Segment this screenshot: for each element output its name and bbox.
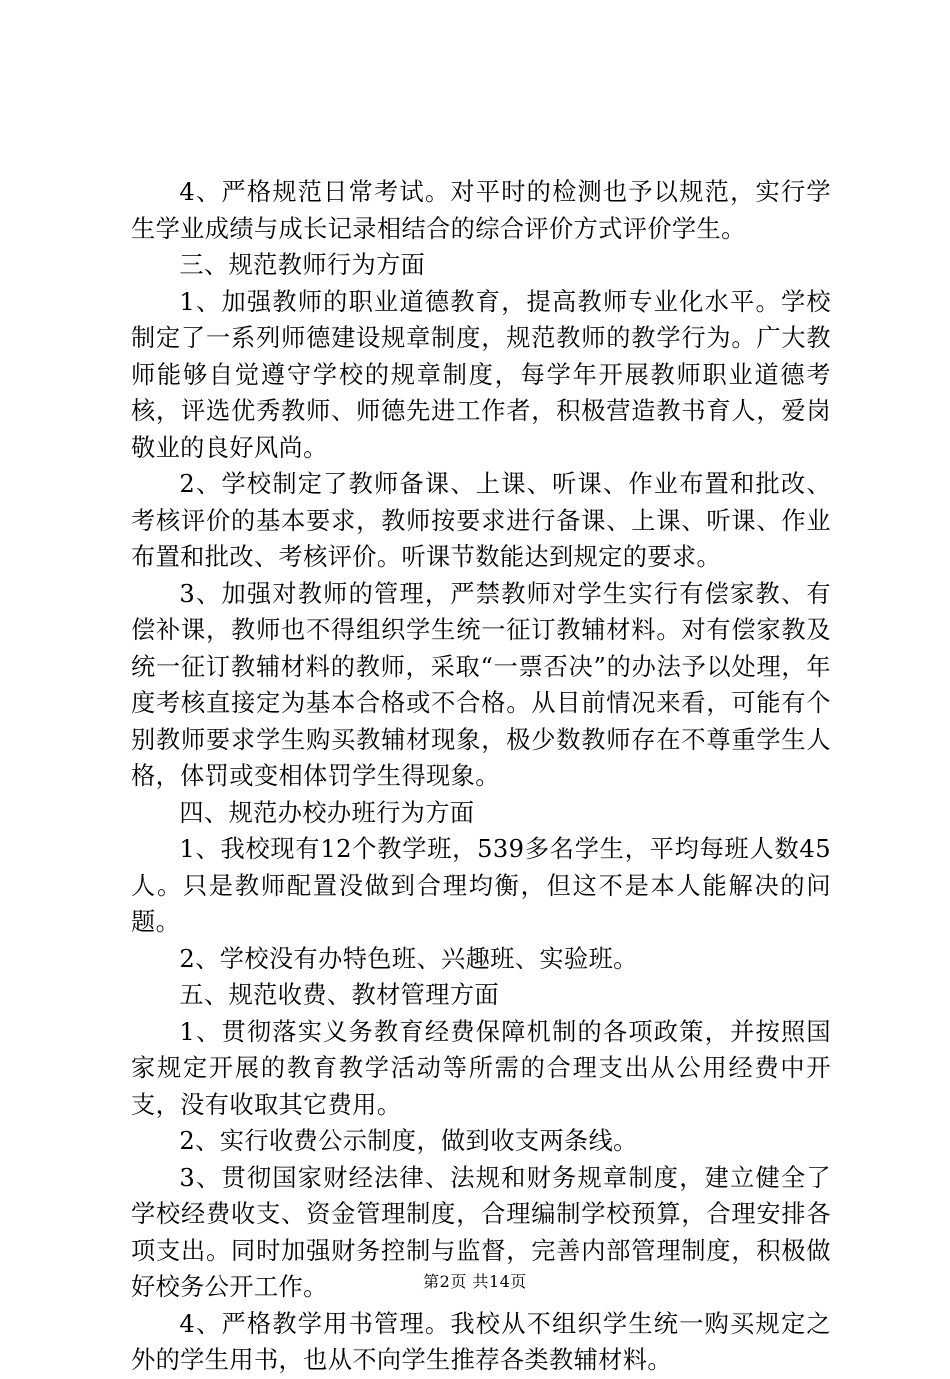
- paragraph-funding-policy: 1、贯彻落实义务教育经费保障机制的各项政策，并按照国家规定开展的教育教学活动等所需的合理支出从公用经费中开支，没有收取其它费用。: [131, 1017, 831, 1119]
- document-body: [131, 174, 831, 1379]
- paragraph-textbook-management: 4、严格教学用书管理。我校从不组织学生统一购买规定之外的学生用书，也从不向学生推荐各类教辅材料。: [131, 1309, 831, 1374]
- paragraph-fee-disclosure: 2、实行收费公示制度，做到收支两条线。: [179, 1127, 638, 1155]
- section-heading-teacher-conduct: 三、规范教师行为方面: [179, 251, 426, 279]
- section-heading-fees-materials: 五、规范收费、教材管理方面: [179, 981, 500, 1009]
- paragraph-finance-regulations: 3、贯彻国家财经法律、法规和财务规章制度，建立健全了学校经费收支、资金管理制度，合理编制学校预算，合理安排各项支出。同时加强财务控制与监督，完善内部管理制度，积极做好校务公开工作。: [131, 1163, 831, 1301]
- paragraph-special-classes: 2、学校没有办特色班、兴趣班、实验班。: [179, 944, 638, 973]
- paragraph-class-count: 1、我校现有12个教学班，539多名学生，平均每班人数45人。只是教师配置没做到合理均衡，但这不是本人能解决的问题。: [131, 835, 831, 936]
- paragraph-teacher-ethics: 1、加强教师的职业道德教育，提高教师专业化水平。学校制定了一系列师德建设规章制度，规范教师的教学行为。广大教师能够自觉遵守学校的规章制度，每学年开展教师职业道德考核，评选优秀教师、师德先进工作者，积极营造教书育人，爱岗敬业的良好风尚。: [131, 287, 831, 462]
- paragraph-teaching-requirements: 2、学校制定了教师备课、上课、听课、作业布置和批改、考核评价的基本要求，教师按要求进行备课、上课、听课、作业布置和批改、考核评价。听课节数能达到规定的要求。: [131, 470, 831, 571]
- section-heading-school-operation: 四、规范办校办班行为方面: [179, 798, 475, 827]
- paragraph-teacher-management: 3、加强对教师的管理，严禁教师对学生实行有偿家教、有偿补课，教师也不得组织学生统一征订教辅材料。对有偿家教及统一征订教辅材料的教师，采取“一票否决”的办法予以处理，年度考核直接定为基本合格或不合格。从目前情况来看，可能有个别教师要求学生购买教辅材现象，极少数教师存在不尊重学生人格，体罚或变相体罚学生得现象。: [131, 579, 831, 790]
- paragraph-exam-standard: 4、严格规范日常考试。对平时的检测也予以规范，实行学生学业成绩与成长记录相结合的综合评价方式评价学生。: [131, 178, 831, 243]
- page-footer: 第2页 共14页: [423, 1272, 527, 1291]
